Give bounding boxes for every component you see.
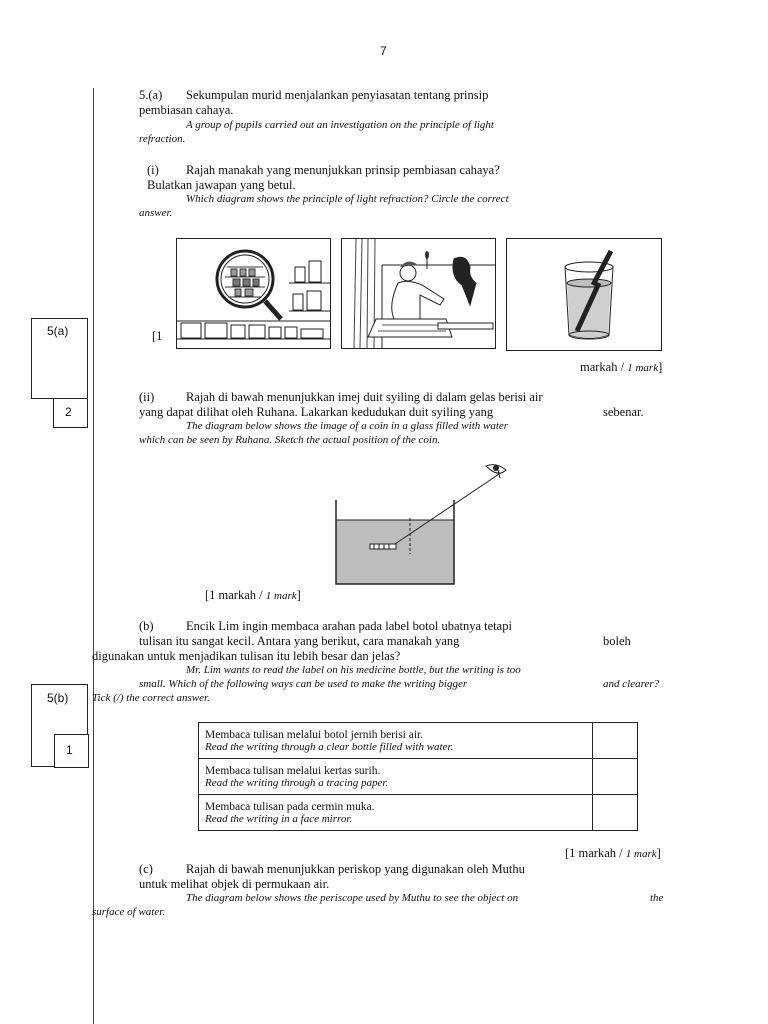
shop-magnifier-illustration: [177, 239, 330, 348]
q5c-english-line1: The diagram below shows the periscope used by Muthu to see the object on: [186, 892, 519, 904]
margin-line: [93, 88, 94, 1024]
option-row: [199, 759, 638, 795]
q5-number: 5.(a): [139, 88, 163, 102]
q5b-mark: [565, 846, 661, 861]
option-text: [199, 723, 593, 759]
tick-box[interactable]: [593, 795, 638, 831]
shadow-puppet-illustration: [342, 239, 495, 348]
q5aii-malay-line2b: sebenar.: [603, 405, 644, 419]
option-malay: Membaca tulisan pada cermin muka.: [205, 800, 375, 813]
option-text: [199, 795, 593, 831]
q5c-malay-line1: Rajah di bawah menunjukkan periskop yang digunakan oleh Muthu: [186, 862, 525, 876]
option-text: [199, 759, 593, 795]
mark-close: ]: [296, 588, 301, 602]
option-english: Read the writing in a face mirror.: [205, 812, 353, 825]
margin-box-5b-total: [54, 734, 89, 768]
option-english: Read the writing through a tracing paper.: [205, 776, 389, 789]
margin-box-5a-total: [53, 398, 88, 428]
mark-close: ]: [658, 360, 663, 374]
option-english: Read the writing through a clear bottle filled with water.: [205, 740, 454, 753]
tick-box[interactable]: [593, 723, 638, 759]
margin-box-label: 5(a): [47, 324, 69, 338]
margin-box-total: 2: [65, 405, 72, 419]
q5b-english-line1: Mr. Lim wants to read the label on his medicine bottle, but the writing is too: [186, 664, 521, 676]
q5-malay-line2: pembiasan cahaya.: [139, 103, 234, 117]
margin-box-5b-label: [31, 684, 88, 714]
q5-malay-line1: Sekumpulan murid menjalankan penyiasatan tentang prinsip: [186, 88, 489, 102]
q5ai-mark: [580, 360, 662, 375]
margin-box-5a-label: [31, 318, 88, 346]
q5aii-english-line2: which can be seen by Ruhana. Sketch the actual position of the coin.: [139, 434, 441, 446]
pencil-glass-illustration: [507, 239, 661, 350]
q5b-english-line2b: and clearer?: [603, 678, 660, 690]
q5ai-english-line1: Which diagram shows the principle of light refraction? Circle the correct: [186, 193, 509, 205]
mark-close: ]: [656, 846, 661, 860]
option-malay: Membaca tulisan melalui kertas surih.: [205, 764, 381, 777]
option-row: [199, 795, 638, 831]
tick-box[interactable]: [593, 759, 638, 795]
q5aii-number: (ii): [139, 390, 155, 404]
q5b-malay-line3: digunakan untuk menjadikan tulisan itu lebih besar dan jelas?: [92, 649, 401, 663]
q5aii-malay-line1: Rajah di bawah menunjukkan imej duit syiling di dalam gelas berisi air: [186, 390, 543, 404]
mark-malay: [1 markah /: [205, 588, 263, 602]
q5b-malay-line2: tulisan itu sangat kecil. Antara yang berikut, cara manakah yang: [139, 634, 460, 648]
margin-box-label: 5(b): [47, 691, 69, 705]
q5b-malay-line1: Encik Lim ingin membaca arahan pada label botol ubatnya tetapi: [186, 619, 512, 633]
margin-box-total: 1: [66, 743, 73, 757]
q5b-malay-line2b: boleh: [603, 634, 631, 648]
margin-box-5a-score: [31, 344, 88, 399]
q5c-english-line1b: the: [650, 892, 664, 904]
q5c-malay-line2: untuk melihat objek di permukaan air.: [139, 877, 330, 891]
q5b-number: (b): [139, 619, 154, 633]
q5aii-malay-line2: yang dapat dilihat oleh Ruhana. Lakarkan kedudukan duit syiling yang: [139, 405, 494, 419]
mark-english: 1 mark: [265, 590, 297, 602]
q5-english-line2: refraction.: [139, 133, 186, 145]
q5ai-malay-line2: Bulatkan jawapan yang betul.: [147, 178, 296, 192]
q5aii-english-line1: The diagram below shows the image of a coin in a glass filled with water: [186, 420, 509, 432]
mark-malay: [1 markah /: [565, 846, 623, 860]
q5b-english-line3: Tick (/) the correct answer.: [92, 692, 210, 704]
q5b-english-line2: small. Which of the following ways can be used to make the writing bigger: [139, 678, 468, 690]
q5aii-mark: [205, 588, 301, 603]
mark-english: 1 mark: [625, 848, 657, 860]
q5-english-line1: A group of pupils carried out an investigation on the principle of light: [186, 119, 494, 131]
mark-english: 1 mark: [627, 362, 659, 374]
q5b-options-table: [198, 722, 638, 831]
q5ai-malay-line1: Rajah manakah yang menunjukkan prinsip pembiasan cahaya?: [186, 163, 500, 177]
page-number: 7: [380, 44, 387, 58]
coin-water-diagram[interactable]: [330, 460, 530, 590]
figure-shadow-puppet[interactable]: [341, 238, 496, 349]
q5ai-number: (i): [147, 163, 159, 177]
q5c-english-line2: surface of water.: [92, 906, 166, 918]
mark-malay: markah /: [580, 360, 625, 374]
option-malay: Membaca tulisan melalui botol jernih berisi air.: [205, 728, 424, 741]
figure-shop-magnifier[interactable]: [176, 238, 331, 349]
option-row: [199, 723, 638, 759]
figure-pencil-in-water[interactable]: [506, 238, 662, 351]
q5c-number: (c): [139, 862, 153, 876]
q5ai-english-line2: answer.: [139, 207, 173, 219]
q5ai-bracket: [1: [152, 329, 163, 343]
coin-water-illustration: [330, 460, 530, 590]
